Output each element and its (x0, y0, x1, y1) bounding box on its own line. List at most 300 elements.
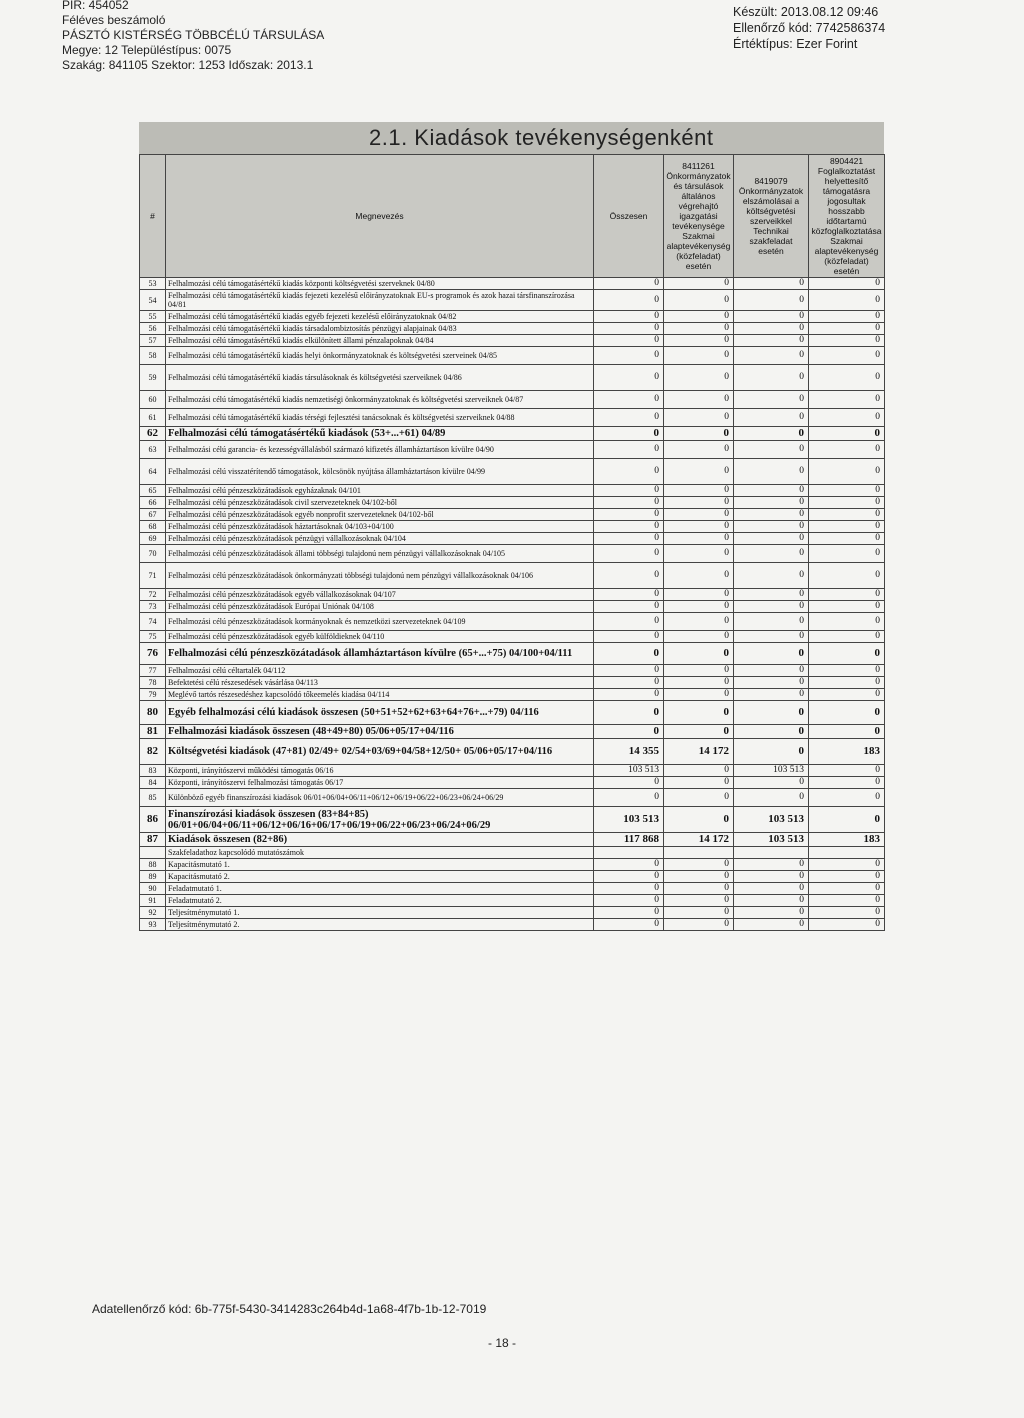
value-total: 0 (594, 323, 664, 335)
row-description: Kiadások összesen (82+86) (166, 833, 594, 847)
value-8411261: 0 (664, 441, 734, 459)
col-header-total: Összesen (594, 155, 664, 278)
row-description: Felhalmozási célú visszatérítendő támogatások, kölcsönök nyújtása államháztartáson kívülre 04/99 (166, 459, 594, 485)
table-row (140, 883, 885, 895)
row-number: 90 (140, 883, 166, 895)
region-info: Megye: 12 Településtípus: 0075 (62, 43, 232, 57)
row-description: Felhalmozási célú támogatásértékű kiadások (53+...+61) 04/89 (166, 427, 594, 441)
value-total: 0 (594, 485, 664, 497)
value-total: 0 (594, 563, 664, 589)
value-8904421: 0 (809, 533, 885, 545)
row-number: 53 (140, 278, 166, 290)
col-header-8904421: 8904421 Foglalkoztatást helyettesítő támogatásra jogosultak hosszabb időtartamú közfoglalkoztatása Szakmai alaptevékenység (közfeladat) esetén (809, 155, 885, 278)
value-total: 117 868 (594, 833, 664, 847)
row-number: 68 (140, 521, 166, 533)
value-total: 0 (594, 631, 664, 643)
table-row (140, 907, 885, 919)
value-8411261: 0 (664, 807, 734, 833)
value-8411261: 0 (664, 789, 734, 807)
value-8419079: 103 513 (734, 833, 809, 847)
row-number: 75 (140, 631, 166, 643)
row-number: 78 (140, 677, 166, 689)
value-8904421: 0 (809, 545, 885, 563)
table-row (140, 441, 885, 459)
value-8411261: 0 (664, 665, 734, 677)
value-8419079: 0 (734, 589, 809, 601)
value-8411261: 0 (664, 335, 734, 347)
value-total: 14 355 (594, 739, 664, 765)
row-description: Egyéb felhalmozási célú kiadások összesen (50+51+52+62+63+64+76+...+79) 04/116 (166, 701, 594, 725)
value-total: 0 (594, 391, 664, 409)
value-8904421: 0 (809, 459, 885, 485)
value-8419079: 0 (734, 665, 809, 677)
table-row (140, 497, 885, 509)
table-row (140, 871, 885, 883)
row-description: Felhalmozási célú támogatásértékű kiadás elkülönített állami pénzalapoknak 04/84 (166, 335, 594, 347)
row-description: Feladatmutató 2. (166, 895, 594, 907)
value-total: 0 (594, 459, 664, 485)
value-8411261: 0 (664, 765, 734, 777)
value-8419079: 0 (734, 391, 809, 409)
table-title-band (139, 122, 884, 154)
value-total: 0 (594, 643, 664, 665)
value-total: 0 (594, 335, 664, 347)
value-8904421: 0 (809, 807, 885, 833)
report-type: Féléves beszámoló (62, 13, 166, 27)
row-description: Felhalmozási kiadások összesen (48+49+80) 05/06+05/17+04/116 (166, 725, 594, 739)
value-8419079: 0 (734, 485, 809, 497)
value-8411261: 0 (664, 871, 734, 883)
table-title: 2.1. Kiadások tevékenységenként (369, 125, 714, 150)
value-8411261: 0 (664, 391, 734, 409)
org-name: PÁSZTÓ KISTÉRSÉG TÖBBCÉLÚ TÁRSULÁSA (62, 28, 325, 42)
row-description: Meglévő tartós részesedéshez kapcsolódó tőkeemelés kiadása 04/114 (166, 689, 594, 701)
table-row (140, 323, 885, 335)
value-8904421: 0 (809, 485, 885, 497)
value-8904421: 183 (809, 739, 885, 765)
table-row (140, 545, 885, 563)
value-8419079: 0 (734, 895, 809, 907)
value-8419079: 0 (734, 789, 809, 807)
value-8904421: 0 (809, 409, 885, 427)
value-total: 0 (594, 533, 664, 545)
row-number: 73 (140, 601, 166, 613)
value-8411261: 0 (664, 777, 734, 789)
value-8904421: 0 (809, 777, 885, 789)
value-total (594, 847, 664, 859)
value-8904421: 0 (809, 859, 885, 871)
row-number: 81 (140, 725, 166, 739)
row-number: 59 (140, 365, 166, 391)
row-description: Felhalmozási célú pénzeszközátadások önkormányzati többségi tulajdonú nem pénzügyi vállalkozásoknak 04/106 (166, 563, 594, 589)
value-8411261: 0 (664, 589, 734, 601)
value-8419079: 0 (734, 563, 809, 589)
row-description: Felhalmozási célú pénzeszközátadások civil szervezeteknek 04/102-ből (166, 497, 594, 509)
row-number: 76 (140, 643, 166, 665)
table-row (140, 631, 885, 643)
value-8904421: 0 (809, 789, 885, 807)
row-number: 88 (140, 859, 166, 871)
col-header-8411261: 8411261 Önkormányzatok és társulások általános végrehajtó igazgatási tevékenysége Szakmai alaptevékenység (közfeladat) esetén (664, 155, 734, 278)
value-total: 0 (594, 601, 664, 613)
value-8904421: 0 (809, 701, 885, 725)
row-description: Felhalmozási célú támogatásértékű kiadás társulásoknak és költségvetési szerveiknek 04/86 (166, 365, 594, 391)
row-description: Felhalmozási célú garancia- és kezességvállalásból származó kifizetés államháztartáson kívülre 04/90 (166, 441, 594, 459)
value-8411261: 0 (664, 601, 734, 613)
table-row (140, 789, 885, 807)
row-description: Felhalmozási célú támogatásértékű kiadás térségi fejlesztési tanácsoknak és költségvetési szerveiknek 04/88 (166, 409, 594, 427)
table-body (140, 278, 885, 931)
table-row (140, 427, 885, 441)
value-8904421: 0 (809, 765, 885, 777)
table-row (140, 290, 885, 311)
value-total: 0 (594, 919, 664, 931)
value-8904421: 0 (809, 497, 885, 509)
row-number: 69 (140, 533, 166, 545)
col-header-desc: Megnevezés (166, 155, 594, 278)
table-header-row (140, 155, 885, 278)
value-8419079 (734, 847, 809, 859)
row-number: 57 (140, 335, 166, 347)
row-number: 56 (140, 323, 166, 335)
row-number: 85 (140, 789, 166, 807)
value-8904421: 0 (809, 441, 885, 459)
value-8419079: 0 (734, 859, 809, 871)
row-number: 71 (140, 563, 166, 589)
value-8419079: 0 (734, 459, 809, 485)
value-8419079: 0 (734, 545, 809, 563)
value-8904421: 0 (809, 365, 885, 391)
value-8411261: 0 (664, 509, 734, 521)
check-code: Ellenőrző kód: 7742586374 (733, 21, 886, 35)
table-row (140, 533, 885, 545)
value-8411261: 0 (664, 409, 734, 427)
row-number: 79 (140, 689, 166, 701)
value-8419079: 0 (734, 739, 809, 765)
table-row (140, 677, 885, 689)
value-total: 0 (594, 290, 664, 311)
value-8419079: 0 (734, 365, 809, 391)
row-description: Felhalmozási célú támogatásértékű kiadás fejezeti kezelésű előirányzatoknak EU-s programok és azok hazai társfinanszírozása 04/81 (166, 290, 594, 311)
row-number: 84 (140, 777, 166, 789)
expense-table (139, 154, 885, 931)
value-8904421: 0 (809, 725, 885, 739)
value-total: 103 513 (594, 765, 664, 777)
row-number: 83 (140, 765, 166, 777)
table-row (140, 833, 885, 847)
value-total: 0 (594, 725, 664, 739)
value-8419079: 0 (734, 601, 809, 613)
value-8904421: 0 (809, 427, 885, 441)
value-8411261: 0 (664, 533, 734, 545)
value-total: 0 (594, 777, 664, 789)
value-8411261: 0 (664, 643, 734, 665)
table-row (140, 278, 885, 290)
table-row (140, 485, 885, 497)
value-8419079: 0 (734, 427, 809, 441)
table-row (140, 919, 885, 931)
row-number: 66 (140, 497, 166, 509)
value-8419079: 0 (734, 643, 809, 665)
table-row (140, 347, 885, 365)
value-8419079: 103 513 (734, 765, 809, 777)
value-total: 0 (594, 907, 664, 919)
value-8419079: 0 (734, 290, 809, 311)
value-8904421 (809, 847, 885, 859)
row-description: Felhalmozási célú pénzeszközátadások egyéb nonprofit szervezeteknek 04/102-ből (166, 509, 594, 521)
value-8419079: 0 (734, 701, 809, 725)
table-row (140, 643, 885, 665)
table-row (140, 509, 885, 521)
value-total: 0 (594, 545, 664, 563)
table-row (140, 847, 885, 859)
row-description: Befektetési célú részesedések vásárlása 04/113 (166, 677, 594, 689)
value-8904421: 0 (809, 689, 885, 701)
value-8419079: 0 (734, 521, 809, 533)
value-total: 0 (594, 509, 664, 521)
value-8904421: 0 (809, 391, 885, 409)
value-8419079: 0 (734, 311, 809, 323)
table-row (140, 725, 885, 739)
value-8411261: 0 (664, 485, 734, 497)
footer-check-code: Adatellenőrző kód: 6b-775f-5430-3414283c264b4d-1a68-4f7b-1b-12-7019 (92, 1302, 487, 1316)
table-row (140, 521, 885, 533)
value-8419079: 0 (734, 278, 809, 290)
value-8411261: 14 172 (664, 833, 734, 847)
value-8904421: 0 (809, 631, 885, 643)
value-total: 0 (594, 427, 664, 441)
value-8411261: 0 (664, 365, 734, 391)
header-right (733, 4, 885, 52)
value-8419079: 0 (734, 613, 809, 631)
row-number: 89 (140, 871, 166, 883)
value-8419079: 0 (734, 509, 809, 521)
value-8411261: 0 (664, 701, 734, 725)
value-8904421: 0 (809, 347, 885, 365)
value-8904421: 0 (809, 290, 885, 311)
row-description: Szakfeladathoz kapcsolódó mutatószámok (166, 847, 594, 859)
value-8419079: 0 (734, 347, 809, 365)
value-8419079: 103 513 (734, 807, 809, 833)
value-total: 0 (594, 441, 664, 459)
row-description: Kapacitásmutató 2. (166, 871, 594, 883)
row-number: 74 (140, 613, 166, 631)
value-total: 0 (594, 665, 664, 677)
value-8904421: 0 (809, 677, 885, 689)
value-8419079: 0 (734, 533, 809, 545)
row-number: 92 (140, 907, 166, 919)
row-number: 60 (140, 391, 166, 409)
table-row (140, 335, 885, 347)
value-8411261: 0 (664, 427, 734, 441)
row-number: 82 (140, 739, 166, 765)
value-8904421: 0 (809, 613, 885, 631)
row-description: Felhalmozási célú pénzeszközátadások egyéb vállalkozásoknak 04/107 (166, 589, 594, 601)
row-number: 91 (140, 895, 166, 907)
value-total: 0 (594, 689, 664, 701)
row-description: Felhalmozási célú támogatásértékű kiadás központi költségvetési szerveknek 04/80 (166, 278, 594, 290)
row-number: 58 (140, 347, 166, 365)
row-description: Felhalmozási célú pénzeszközátadások háztartásoknak 04/103+04/100 (166, 521, 594, 533)
value-8411261: 0 (664, 677, 734, 689)
value-8419079: 0 (734, 335, 809, 347)
row-description: Felhalmozási célú pénzeszközátadások kormányoknak és nemzetközi szervezeteknek 04/109 (166, 613, 594, 631)
value-8411261: 0 (664, 883, 734, 895)
value-8411261: 0 (664, 459, 734, 485)
created-date: Készült: 2013.08.12 09:46 (733, 5, 879, 19)
value-total: 0 (594, 895, 664, 907)
row-description: Felhalmozási célú támogatásértékű kiadás nemzetiségi önkormányzatoknak és költségvetési szerveiknek 04/87 (166, 391, 594, 409)
row-number: 80 (140, 701, 166, 725)
value-total: 0 (594, 497, 664, 509)
form-id: PIR: 454052 (62, 0, 129, 12)
value-8904421: 0 (809, 907, 885, 919)
value-8904421: 183 (809, 833, 885, 847)
value-8419079: 0 (734, 919, 809, 931)
table-row (140, 665, 885, 677)
row-description: Kapacitásmutató 1. (166, 859, 594, 871)
value-8904421: 0 (809, 895, 885, 907)
value-total: 103 513 (594, 807, 664, 833)
value-total: 0 (594, 409, 664, 427)
value-total: 0 (594, 613, 664, 631)
value-8419079: 0 (734, 441, 809, 459)
table-row (140, 365, 885, 391)
value-8904421: 0 (809, 919, 885, 931)
value-8411261: 0 (664, 521, 734, 533)
value-total: 0 (594, 883, 664, 895)
value-8904421: 0 (809, 509, 885, 521)
value-8411261: 0 (664, 725, 734, 739)
table-row (140, 563, 885, 589)
col-header-8419079: 8419079 Önkormányzatok elszámolásai a költségvetési szerveikkel Technikai szakfeladat esetén (734, 155, 809, 278)
row-description: Költségvetési kiadások (47+81) 02/49+ 02/54+03/69+04/58+12/50+ 05/06+05/17+04/116 (166, 739, 594, 765)
row-number: 63 (140, 441, 166, 459)
value-8419079: 0 (734, 677, 809, 689)
table-row (140, 601, 885, 613)
value-8904421: 0 (809, 335, 885, 347)
value-8904421: 0 (809, 665, 885, 677)
row-number: 67 (140, 509, 166, 521)
row-description: Felhalmozási célú céltartalék 04/112 (166, 665, 594, 677)
value-8904421: 0 (809, 871, 885, 883)
row-description: Különböző egyéb finanszírozási kiadások 06/01+06/04+06/11+06/12+06/19+06/22+06/23+06/24+06/29 (166, 789, 594, 807)
row-description: Felhalmozási célú támogatásértékű kiadás társadalombiztosítás pénzügyi alapjainak 04/83 (166, 323, 594, 335)
table-row (140, 589, 885, 601)
value-total: 0 (594, 278, 664, 290)
row-description: Központi, irányítószervi működési támogatás 06/16 (166, 765, 594, 777)
value-8411261: 0 (664, 613, 734, 631)
value-8904421: 0 (809, 883, 885, 895)
row-number: 61 (140, 409, 166, 427)
row-description: Felhalmozási célú pénzeszközátadások államháztartáson kívülre (65+...+75) 04/100+04/111 (166, 643, 594, 665)
row-description: Feladatmutató 1. (166, 883, 594, 895)
row-description: Felhalmozási célú pénzeszközátadások állami többségi tulajdonú nem pénzügyi vállalkozásoknak 04/105 (166, 545, 594, 563)
row-description: Felhalmozási célú pénzeszközátadások egyéb külföldieknek 04/110 (166, 631, 594, 643)
row-number: 65 (140, 485, 166, 497)
table-row (140, 777, 885, 789)
value-type: Értéktípus: Ezer Forint (733, 37, 858, 51)
value-8904421: 0 (809, 643, 885, 665)
row-number (140, 847, 166, 859)
value-8411261: 0 (664, 323, 734, 335)
value-8411261: 0 (664, 907, 734, 919)
row-description: Felhalmozási célú pénzeszközátadások egyházaknak 04/101 (166, 485, 594, 497)
row-description: Finanszírozási kiadások összesen (83+84+85) 06/01+06/04+06/11+06/12+06/16+06/17+06/19+06/22+06/23+06/24+06/29 (166, 807, 594, 833)
value-total: 0 (594, 871, 664, 883)
value-8411261: 0 (664, 290, 734, 311)
table-row (140, 701, 885, 725)
value-total: 0 (594, 677, 664, 689)
value-8419079: 0 (734, 777, 809, 789)
value-total: 0 (594, 521, 664, 533)
value-8419079: 0 (734, 883, 809, 895)
value-8904421: 0 (809, 589, 885, 601)
table-row (140, 459, 885, 485)
row-number: 86 (140, 807, 166, 833)
table-row (140, 613, 885, 631)
row-number: 72 (140, 589, 166, 601)
value-8419079: 0 (734, 725, 809, 739)
row-description: Felhalmozási célú támogatásértékű kiadás egyéb fejezeti kezelésű előirányzatoknak 04/82 (166, 311, 594, 323)
value-8411261: 0 (664, 347, 734, 365)
value-8419079: 0 (734, 631, 809, 643)
value-8411261: 0 (664, 497, 734, 509)
value-8904421: 0 (809, 311, 885, 323)
table-row (140, 391, 885, 409)
value-8411261: 0 (664, 311, 734, 323)
row-number: 70 (140, 545, 166, 563)
value-8411261: 0 (664, 895, 734, 907)
table-row (140, 895, 885, 907)
row-number: 87 (140, 833, 166, 847)
col-header-num: # (140, 155, 166, 278)
value-8419079: 0 (734, 871, 809, 883)
value-8419079: 0 (734, 497, 809, 509)
value-8419079: 0 (734, 907, 809, 919)
table-row (140, 807, 885, 833)
value-total: 0 (594, 365, 664, 391)
table-row (140, 739, 885, 765)
value-8411261: 0 (664, 631, 734, 643)
value-total: 0 (594, 311, 664, 323)
row-number: 93 (140, 919, 166, 931)
value-8904421: 0 (809, 521, 885, 533)
table-row (140, 859, 885, 871)
value-8419079: 0 (734, 689, 809, 701)
value-8419079: 0 (734, 409, 809, 427)
value-total: 0 (594, 347, 664, 365)
page-number: - 18 - (488, 1336, 517, 1350)
row-number: 64 (140, 459, 166, 485)
row-number: 54 (140, 290, 166, 311)
row-description: Felhalmozási célú pénzeszközátadások pénzügyi vállalkozásoknak 04/104 (166, 533, 594, 545)
value-8411261: 0 (664, 545, 734, 563)
value-8411261 (664, 847, 734, 859)
value-8411261: 0 (664, 689, 734, 701)
value-8904421: 0 (809, 278, 885, 290)
row-description: Felhalmozási célú támogatásértékű kiadás helyi önkormányzatoknak és költségvetési szerveinek 04/85 (166, 347, 594, 365)
row-description: Teljesítménymutató 2. (166, 919, 594, 931)
value-8904421: 0 (809, 323, 885, 335)
value-8411261: 0 (664, 278, 734, 290)
value-8411261: 14 172 (664, 739, 734, 765)
value-8411261: 0 (664, 563, 734, 589)
table-row (140, 409, 885, 427)
value-8419079: 0 (734, 323, 809, 335)
row-number: 55 (140, 311, 166, 323)
table-row (140, 311, 885, 323)
